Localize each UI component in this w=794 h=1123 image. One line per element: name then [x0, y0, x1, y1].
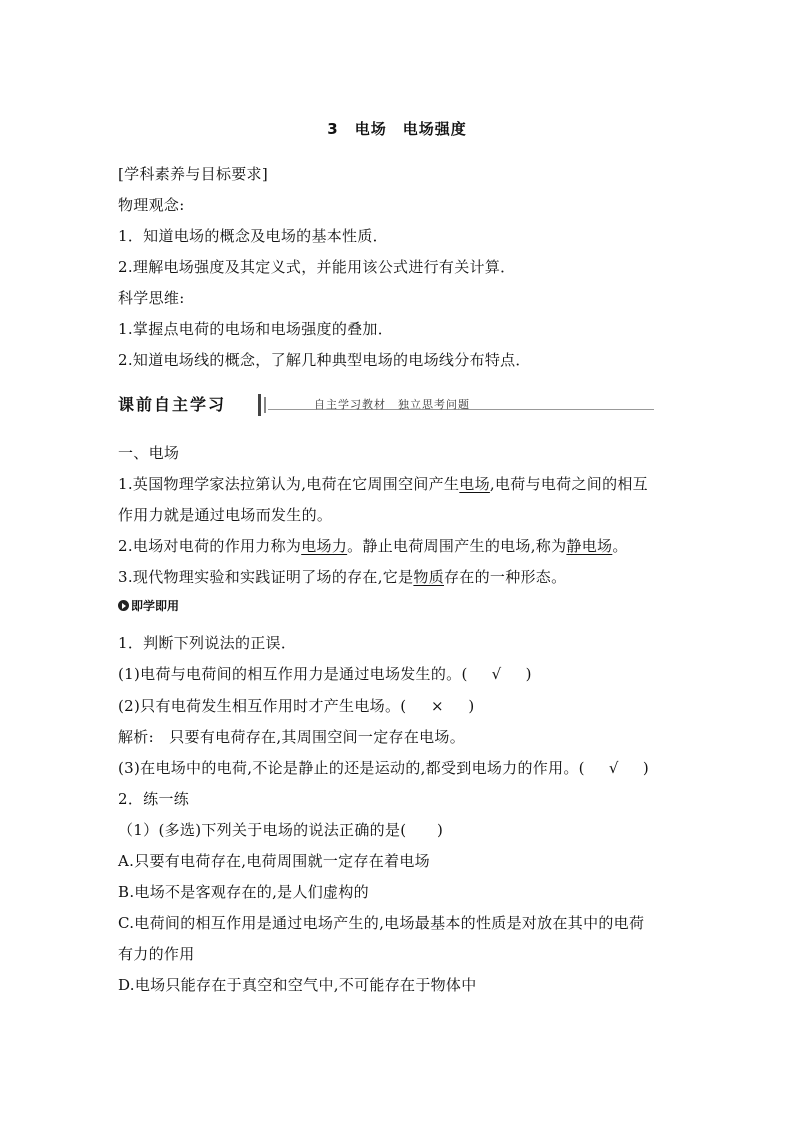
practice-tag-label: 即学即用 [131, 599, 180, 613]
thinking-item-1: 1.掌握点电荷的电场和电场强度的叠加． [118, 320, 394, 338]
paragraph-1-line-2: 作用力就是通过电场而发生的。 [118, 506, 333, 524]
close-paren: ) [642, 759, 649, 777]
concept-item-2: 2.理解电场强度及其定义式，并能用该公式进行有关计算． [118, 258, 516, 276]
practice-tag [118, 598, 179, 614]
goals-header: [学科素养与目标要求] [118, 165, 269, 183]
text: 3.现代物理实验和实践证明了场的存在,它是 [118, 568, 414, 586]
option-b: B.电场不是客观存在的,是人们虚构的 [118, 883, 369, 901]
option-d: D.电场只能存在于真空和空气中,不可能存在于物体中 [118, 976, 477, 994]
answer-underline: 电场力 [301, 537, 348, 555]
paragraph-3 [118, 567, 566, 587]
answer-underline: 电场 [459, 475, 490, 493]
text: 。静止电荷周围产生的电场,称为 [347, 537, 567, 555]
banner-title: 课前自主学习 [118, 394, 261, 416]
check-mark: √ [491, 665, 502, 683]
concept-item-1: 1．知道电场的概念及电场的基本性质． [118, 227, 388, 245]
banner-subtitle: 自主学习教材 独立思考问题 [314, 398, 470, 411]
text: 存在的一种形态。 [444, 568, 567, 586]
question-1-1 [118, 664, 532, 684]
analysis: 解析: 只要有电荷存在,其周围空间一定存在电场。 [118, 728, 466, 746]
text: 。 [612, 537, 628, 555]
text: (3)在电场中的电荷,不论是静止的还是运动的,都受到电场力的作用。( [118, 759, 585, 777]
question-1-2 [118, 696, 475, 716]
paragraph-2 [118, 536, 628, 556]
answer-underline: 物质 [413, 568, 444, 586]
section-heading: 一、电场 [118, 444, 180, 462]
answer-underline: 静电场 [566, 537, 613, 555]
page-title: 3 电场 电场强度 [327, 120, 467, 138]
text: 2.电场对电荷的作用力称为 [118, 537, 302, 555]
text: 1.英国物理学家法拉第认为,电荷在它周围空间产生 [118, 475, 460, 493]
option-c-line-1: C.电荷间的相互作用是通过电场产生的,电场最基本的性质是对放在其中的电荷 [118, 914, 645, 932]
section-banner [118, 394, 654, 416]
close-paren: ) [468, 697, 475, 715]
question-1: 1．判断下列说法的正误． [118, 634, 297, 652]
question-2: 2．练一练 [118, 790, 190, 808]
option-c-line-2: 有力的作用 [118, 945, 195, 963]
thinking-label: 科学思维: [118, 289, 185, 307]
text: (2)只有电荷发生相互作用时才产生电场。( [118, 697, 407, 715]
cross-mark: × [430, 697, 444, 715]
text: (1)电荷与电荷间的相互作用力是通过电场发生的。( [118, 665, 468, 683]
check-mark: √ [608, 759, 619, 777]
option-a: A.只要有电荷存在,电荷周围就一定存在着电场 [118, 852, 430, 870]
play-circle-icon [118, 600, 129, 611]
text: ,电荷与电荷之间的相互 [489, 475, 648, 493]
concept-label: 物理观念: [118, 196, 185, 214]
question-1-3 [118, 758, 649, 778]
question-2-1: （1）(多选)下列关于电场的说法正确的是( ) [118, 821, 444, 839]
thinking-item-2: 2.知道电场线的概念，了解几种典型电场的电场线分布特点． [118, 351, 531, 369]
close-paren: ) [525, 665, 532, 683]
paragraph-1-line-1 [118, 474, 648, 494]
